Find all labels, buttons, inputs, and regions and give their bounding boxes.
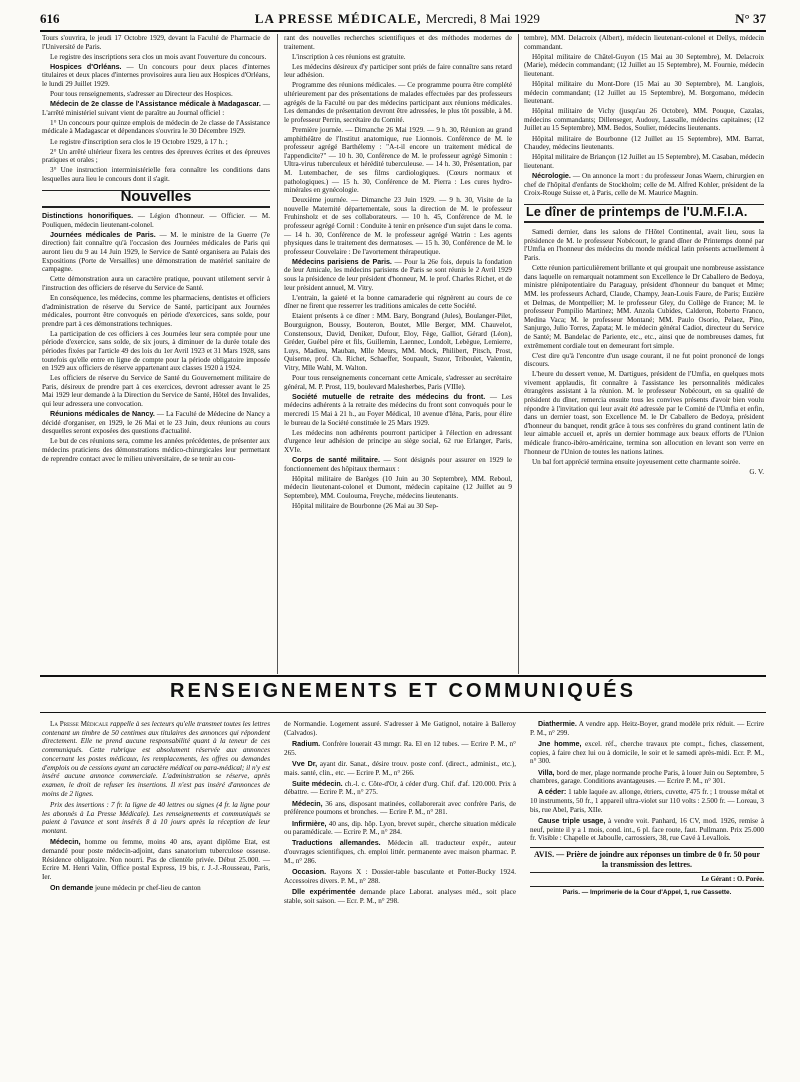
- paragraph: L'heure du dessert venue, M. Dartigues, président de l'Umfia, en quelques mots vivement applaudis, fit connaître à l'assistance les personnalités médicales étrangères assistant à la réunion. M. le professeur Nobécourt, en sa qualité de président du dîner, remercia ensuite tous les convives présents d'avoir bien voulu répondre à l'invitation qui leur avait été adressée par le Comité de l'Umfia et enfin, dans un dernier toast, son Excellence M. le Dr Caballero de Bedoya, président d'honneur du banquet, rendit grâce à tous ses confrères du grand continent latin de leur aimable accueil et, après un dernier hommage aux beaux efforts de l'Union médicale franco-ibéro-américaine, termina son allocution en levant son verre en l'honneur de l'Union de toutes les nations latines.: [524, 370, 764, 456]
- notice-box: AVIS. — Prière de joindre aux réponses un timbre de 0 fr. 50 pour la transmission des lettres.: [530, 847, 764, 873]
- paragraph: Un bal fort apprécié termina ensuite joyeusement cette charmante soirée.: [532, 457, 741, 466]
- page-header: [40, 8, 766, 32]
- paragraph: Samedi dernier, dans les salons de l'Hôtel Continental, avait lieu, sous la présidence de M. le professeur Nobécourt, le grand dîner de Printemps donné par l'Umfia en l'honneur des médecins du monde médical latin présents actuellement à Paris.: [524, 228, 764, 263]
- ad-heading: Suite médecin.: [292, 779, 343, 788]
- signature: G. V.: [749, 468, 764, 477]
- paragraph: Cette démonstration aura un caractère pratique, pouvant utilement servir à l'instruction des officiers de réserve du Service de Santé.: [42, 275, 270, 292]
- ad-heading: Traductions allemandes.: [292, 839, 381, 848]
- section-rule: [40, 675, 766, 677]
- paragraph: Cette réunion particulièrement brillante et qui groupait une nombreuse assistance dans laquelle on remarquait notamment son Excellence le Dr Caballero de Bedoya, ministre plénipotentiaire du Paraguay, président d'honneur du banquet et Mme; MM. les professeurs Achard, Claude, Champy, Jean-Louis Faure, de Paris; Euzière et Delmas, de Montpellier; M. le professeur Gley, du Collège de France; M. le professeur Pompilio Martinez; MM. Anzola Cubides, Calderon, Roberto Franco, Medina Vaca; M. le professeur Montané; MM. Paulo Osorio, Pelaez, Pino, Sanjurgo, Julio Torres, Zapata; M. le médecin général Cadiot, directeur du Service de Santé; M. Bandelac de Pariente, etc., etc., ainsi que de nombreuses dames, fut extrêmement cordiale tout en demeurant fort simple.: [524, 264, 764, 350]
- ad-text: 1 table laquée av. allonge, étriers, cuvette, 475 fr. ; 1 trousse métal et 10 instruments, 50 fr., 1 appareil ultra-violet sur 110 volts : 2.500 fr. — Loreau, 3 bis, rue Abel, Paris, XIIe.: [530, 788, 764, 814]
- paragraph: tembre), MM. Delacroix (Albert), médecin lieutenant-colonel et Dellys, médecin commandant.: [524, 34, 764, 51]
- paragraph: Le but de ces réunions sera, comme les années précédentes, de présenter aux médecins praticiens des démonstrations médico-chirurgicales leur permettant de reprendre contact avec le milieu universitaire, de se tenir au cou-: [42, 437, 270, 463]
- column-2: [284, 34, 512, 674]
- ad-heading: Infirmière,: [292, 819, 327, 828]
- article-title: Le dîner de printemps de l'U.M.F.I.A.: [526, 204, 748, 219]
- column-3: [524, 34, 764, 674]
- paragraph: Première journée. — Dimanche 26 Mai 1929. — 9 h. 30, Réunion au grand amphithéâtre de l'Institut anatomique, rue Lionnois. Conférence de M. le professeur agrégé Barthélemy : "A-t-il encore un traitement médical de l'appendicite?" — 10 h. 30, Conférence de M. le professeur agrégé Simonin : Ultra-virus tuberculeux et hérédité tuberculeuse. — 14 h. 30, Présentation, par M. Lutembacher, de ses films cardiologiques. (Cœurs normaux et pathologiques.) — 15 h. 30, Conférence de M. Pierra : Les cures hydro-minérales en gynécologie.: [284, 125, 512, 195]
- ad-heading: Vve Dr,: [292, 759, 318, 768]
- paragraph: L'inscription à ces réunions est gratuite.: [292, 52, 406, 61]
- paragraph: Les officiers de réserve du Service de Santé du Gouvernement militaire de Paris, désireux de prendre part à ces exercices, devront adresser avant le 25 Mai 1929 leur demande à la Direction du Service de Santé, Hôtel des Invalides, qui leur adressera une convocation.: [42, 374, 270, 409]
- paragraph: Deuxième journée. — Dimanche 23 Juin 1929. — 9 h. 30, Visite de la nouvelle Maternité départementale, sous la direction de M. le professeur Fruhinsholz et de ses collaborateurs. — 10 h. 45, Conférence de M. le professeur agrégé Cornil : Conduite à tenir en présence d'un sujet dans le coma. — 14 h. 30, Conférence de M. le professeur agrégé Watrin : Les agents physiques dans le traitement des dermatoses. — 15 h. 30, Conférence de M. le professeur Couvelaire : De l'avortement thérapeutique.: [284, 196, 512, 256]
- ad-heading: Médecin,: [50, 838, 81, 847]
- journal-name-inline: La Presse Médicale: [50, 720, 109, 728]
- ad-heading: Dlle expérimentée: [292, 887, 356, 896]
- ad-text: Confrère louerait 43 mmgr. Ra. El en 12 tubes. — Ecrire P. M., n° 265.: [284, 739, 516, 757]
- paragraph: Prix des insertions : 7 fr. la ligne de 40 lettres ou signes (4 fr. la ligne pour les abonnés à La Presse Médicale). Les renseignements et communiqués se paient à l'avance et sont insérés 8 à 10 jours après la réception de leur montant.: [42, 800, 270, 835]
- section-title-box: [42, 187, 270, 209]
- paragraph: — L'arrêté ministériel suivant vient de paraître au Journal officiel :: [42, 100, 270, 117]
- paragraph: Hôpital militaire du Mont-Dore (15 Mai au 30 Septembre), M. Langlois, médecin commandant; (12 Juillet au 15 Septembre), M. Borgomano, médecin lieutenant.: [524, 79, 764, 106]
- printer-line: Paris. — Imprimerie de la Cour d'Appel, 1, rue Cassette.: [530, 886, 764, 898]
- paragraph: 2° Un arrêté ultérieur fixera les centres des épreuves écrites et des épreuves pratiques et orales ;: [42, 147, 270, 165]
- issue-number: N° 37: [735, 11, 766, 26]
- paragraph: 1° Un concours pour quinze emplois de médecin de 2e classe de l'Assistance médicale à Madagascar et dépendances s'ouvrira le 30 Décembre 1929.: [42, 118, 270, 136]
- paragraph: — Légion d'honneur. — Officier. — M. Pouliquen, médecin lieutenant-colonel.: [42, 212, 270, 229]
- paragraph: Programme des réunions médicales. — Ce programme pourra être complété ultérieurement par des présentations de malades effectuées par des professeurs agrégés de la Faculté ou par des médecins participant aux réunions médicales. Les demandes de présentation devront être adressées, le plus tôt possible, à M. le professeur Perrin, secrétaire du Comité.: [284, 81, 512, 124]
- paragraph: L'entrain, la gaieté et la bonne camaraderie qui régnèrent au cours de ce dîner ne firent que resserrer les traditions amicales de cette Société.: [284, 293, 512, 311]
- article-heading: Médecins parisiens de Paris.: [292, 257, 392, 266]
- paragraph: — Les médecins adhérents à la retraite des médecins du front sont convoqués pour le mercredi 15 Mai à 21 h., au Foyer Médical, 10 avenue d'Iéna, Paris, pour élire le bureau de la Société constituée le 25 Mars 1929.: [284, 392, 512, 427]
- article-heading: Réunions médicales de Nancy.: [50, 410, 155, 419]
- article-heading: Nécrologie.: [532, 171, 571, 180]
- ad-heading: Médecin,: [292, 799, 323, 808]
- classifieds-column-2: [284, 720, 516, 1070]
- column-divider: [518, 34, 519, 674]
- column-divider: [277, 34, 278, 674]
- paragraph: Hôpital militaire de Barèges (10 Juin au 30 Septembre), MM. Reboul, médecin lieutenant-colonel et Dumont, médecin capitaine (12 Juillet au 9 Septembre), MM. Coulouma, Freyche, médecins lieutenants.: [284, 474, 512, 500]
- paragraph: — Sont désignés pour assurer en 1929 le fonctionnement des hôpitaux thermaux :: [284, 455, 513, 473]
- paragraph: Pour tous renseignements, s'adresser au Directeur des Hospices.: [50, 90, 233, 99]
- ad-heading: Occasion.: [292, 868, 327, 877]
- manager-line: Le Gérant : O. Porée.: [701, 875, 764, 883]
- section-rule: [40, 712, 766, 713]
- paragraph: C'est dire qu'à l'encontre d'un usage courant, il ne fut point prononcé de longs discours.: [524, 351, 764, 369]
- paragraph: — M. le ministre de la Guerre (7e direction) fait connaître qu'à l'occasion des Journées médicales de Paris qui auront lieu du 9 au 14 Juin 1929, le Service de Santé organisera au Palais des Expositions (Porte de Versailles) une démonstration de matériel sanitaire de campagne.: [42, 230, 270, 274]
- article-heading: Société mutuelle de retraite des médecins du front.: [292, 392, 486, 401]
- paragraph: En conséquence, les médecins, comme les pharmaciens, dentistes et officiers d'administration de réserve du Service de Santé, participant aux Journées médicales, pourront être convoqués en période d'exercices, sans solde, pour prendre part à ces démonstrations techniques.: [42, 293, 270, 328]
- ad-text: à vendre voit. Panhard, 16 CV, mod. 1926, remise à neuf, peinte il y a 1 mois, cond. int., 6 pl. face route, faut. Pullmann. Prix 25.000 fr. Visible : Chapelle et Jaboulle, carrossiers, 38, rue Cavé à Levallois.: [530, 817, 764, 843]
- paragraph: Le registre d'inscription sera clos le 19 Octobre 1929, à 17 h. ;: [50, 137, 228, 146]
- paragraph: — Pour la 26e fois, depuis la fondation de leur Amicale, les médecins parisiens de Paris se sont réunis le 2 Avril 1929 sous la présidence de leur président d'honneur, M. le prof. Charles Richet, et de leur président annuel, M. Vitry.: [284, 257, 512, 292]
- paragraph: rant des nouvelles recherches scientifiques et des méthodes modernes de traitement.: [284, 34, 512, 51]
- article-heading: Hospices d'Orléans.: [50, 62, 122, 71]
- article-title-box: [524, 204, 764, 224]
- ad-text: Médecin all. traducteur expér., auteur d'ouvrages scientifiques, ch. emploi littér. permanente avec maison pharmac. P. M., n° 286.: [284, 839, 516, 865]
- journal-title: [255, 11, 540, 27]
- ad-text: de Normandie. Logement assuré. S'adresser à Me Gatignol, notaire à Balleroy (Calvados).: [284, 720, 516, 737]
- paragraph: — On annonce la mort : du professeur Jonas Waern, chirurgien en chef de l'hôpital d'enfants de Stockholm; celle de M. Alfred Kohler, président de la Croix-Rouge Suisse et, à Paris, celle de M. Maurice Magnin.: [524, 171, 764, 198]
- ad-text: 36 ans, disposant matinées, collaborerait avec confrère Paris, de préférence poumons et bronches. — Ecrire P. M., n° 281.: [284, 799, 516, 817]
- paragraph: Le registre des inscriptions sera clos un mois avant l'ouverture du concours.: [50, 52, 267, 61]
- paragraph: Hôpital militaire de Bourbonne (26 Mai au 30 Sep-: [292, 501, 439, 510]
- paragraph: Hôpital militaire de Bourbonne (12 Juillet au 15 Septembre), MM. Barrat, Chaudey, médecins lieutenants.: [524, 134, 764, 152]
- paragraph: Pour tous renseignements concernant cette Amicale, s'adresser au secrétaire général, M. P. Prost, 119, boulevard Malesherbes, Paris (VIIIe).: [284, 374, 512, 391]
- ad-text: bord de mer, plage normande proche Paris, à louer Juin ou Septembre, 5 chambres, garage. Conditions avantageuses. — Ecrire P. M., n° 301.: [530, 768, 764, 786]
- paragraph: Les médecins désireux d'y participer sont priés de faire connaître sans retard leur adhésion.: [284, 62, 512, 80]
- ad-heading: Radium.: [292, 739, 321, 748]
- ad-text: ch.-l. c. Côte-d'Or, à céder d'urg. Chif. d'af. 120.000. Prix à débattre. — Ecrire P. M., n° 275.: [284, 779, 517, 797]
- article-heading: Corps de santé militaire.: [292, 455, 380, 464]
- paragraph: Les médecins non adhérents pourront participer à l'élection en adressant d'urgence leur adhésion de principe au siège social, 62 rue Erlanger, Paris, XVIe.: [284, 428, 512, 454]
- classifieds-column-1: [42, 720, 270, 1070]
- ad-text: excel. réf., cherche travaux pte compt., fiches, classement, copies, à faire chez lui ou à domicile, le soir et le samedi après-midi. Ecr. P. M., n° 300.: [530, 739, 764, 766]
- paragraph: Etaient présents à ce dîner : MM. Bary, Bongrand (Jules), Boulanger-Pilet, Bourguignon, Boussy, Bouteron, Boutet, Mlle Berger, MM. Chauvelot, Constensoux, David, Deniker, Dufour, Eloy, Fège, Galliot, Gérard (Léon), Gréder, Guébel père et fils, Guillemin, Laennec, Londolt, Lebègue, Lemierre, Luys, Madieu, Mauban, Mlle Meurs, MM. Mock, Philibert, Pitsch, Prost, Quiserne, prof. Ch. Richet, Schaeffer, Soupault, Suzor, Triboulet, Valentin, Vitry, Mlle Wahl, M. Walton.: [284, 312, 512, 372]
- article-heading: Distinctions honorifiques.: [42, 212, 134, 221]
- issue-date: Mercredi, 8 Mai 1929: [425, 11, 540, 26]
- ad-heading: A céder:: [538, 788, 567, 797]
- ad-text: homme ou femme, moins 40 ans, ayant diplôme Etat, est demandé pour poste médecin-adjoint, dans sanatorium tuberculose osseuse. Résidence obligatoire. Non nourri. Pas de clientèle privée. Début 25.000. — Ecrire M. Henri Valin, Office postal Express, 19 bis, r. J.-J.-Rousseau, Paris, Ier.: [42, 838, 270, 881]
- ad-text: jeune médecin pr chef-lieu de canton: [95, 884, 201, 893]
- paragraph: Hôpital militaire de Briançon (12 Juillet au 15 Septembre), M. Casaban, médecin lieutenant.: [524, 153, 765, 170]
- ad-text: A vendre app. Heitz-Boyer, grand modèle prix réduit. — Ecrire P. M., n° 299.: [530, 720, 764, 737]
- article-heading: Médecin de 2e classe de l'Assistance médicale à Madagascar.: [50, 100, 261, 109]
- ad-heading: Jne homme,: [538, 739, 582, 748]
- ad-heading: On demande: [50, 884, 94, 893]
- paragraph: Hôpital militaire de Châtel-Guyon (15 Mai au 30 Septembre), M. Delacroix (Marie), médecin commandant; (12 Juillet au 15 Septembre), M. Fournie, médecin lieutenant.: [524, 52, 764, 78]
- section-banner: [40, 680, 766, 710]
- paragraph: — Un concours pour deux places d'internes titulaires et deux places d'internes provisoires aura lieu aux Hospices d'Orléans, le lundi 29 Juillet 1929.: [42, 62, 270, 88]
- ad-heading: Diathermie.: [538, 720, 577, 728]
- journal-name: LA PRESSE MÉDICALE,: [254, 11, 422, 26]
- column-1: [42, 34, 270, 674]
- classifieds-column-3: [530, 720, 764, 1070]
- ad-heading: Villa,: [538, 768, 555, 777]
- paragraph: rappelle à ses lecteurs qu'elle transmet toutes les lettres contenant un timbre de 50 centimes aux titulaires des annonces qui répondent directement. Elle ne prend aucune responsabilité quant à la teneur de ces communiqués. Cette rubrique est absolument réservée aux annonces concernant les postes médicaux, les remplacements, les offres ou demandes d'emplois ou de cessions ayant un caractère médical ou para-médical; il n'y est inséré aucune annonce commerciale. L'administration se réserve, après examen, le droit de refuser les insertions. Il n'est pas inséré d'annonces de moins de 2 lignes.: [42, 720, 270, 798]
- ad-text: Rayons X : Dossier-table basculante et Potter-Bucky 1924. Accessoires divers. P. M., n° 288.: [284, 868, 516, 885]
- section-title: Nouvelles: [120, 187, 192, 205]
- ad-text: ayant dir. Sanat., désire trouv. poste conf. (direct., administ., etc.), mais. santé, clin., etc. — Ecrire P. M., n° 266.: [284, 759, 516, 777]
- article-heading: Journées médicales de Paris.: [50, 230, 156, 239]
- paragraph: Tours s'ouvrira, le jeudi 17 Octobre 1929, devant la Faculté de Pharmacie de l'Université de Paris.: [42, 34, 270, 51]
- paragraph: — La Faculté de Médecine de Nancy a décidé d'organiser, en 1929, le 26 Mai et le 23 Juin, deux réunions au cours desquelles seront exposées des questions d'actualité.: [42, 410, 270, 436]
- page-number: 616: [40, 11, 60, 26]
- paragraph: 3° Une instruction interministérielle fera connaître les conditions dans lesquelles aura lieu le concours dont il s'agit.: [42, 166, 270, 183]
- ad-text: demande place Laborat. analyses méd., soit place stable, soit saison. — Ecr. P. M., n° 298.: [284, 887, 517, 905]
- ad-heading: Cause triple usage,: [538, 817, 606, 826]
- paragraph: Hôpital militaire de Vichy (jusqu'au 26 Octobre), MM. Pouque, Cazalas, médecins commandants; Dillenseger, Audouy, Lassalle, médecins capitaines; (12 Juillet au 15 Septembre), MM. Bedos, Soulier, médecins lieutenants.: [524, 107, 764, 133]
- ad-text: 40 ans, dip. hôp. Lyon, brevet supér., cherche situation médicale ou paramédicale. — Ecrire P. M., n° 284.: [284, 819, 516, 837]
- paragraph: La participation de ces officiers à ces Journées leur sera comptée pour une période d'exercice, sans solde, de six jours, à diminuer de la durée totale des périodes fixées par l'article 49 des lois du 1er Avril 1923 et 31 Mars 1928, sans toutefois qu'elle entre en ligne de compte pour la période obligatoire imposée en 1929 aux officiers de réserve appartenant aux classes 1920 à 1924.: [42, 329, 270, 373]
- section-title: RENSEIGNEMENTS ET COMMUNIQUÉS: [170, 680, 636, 702]
